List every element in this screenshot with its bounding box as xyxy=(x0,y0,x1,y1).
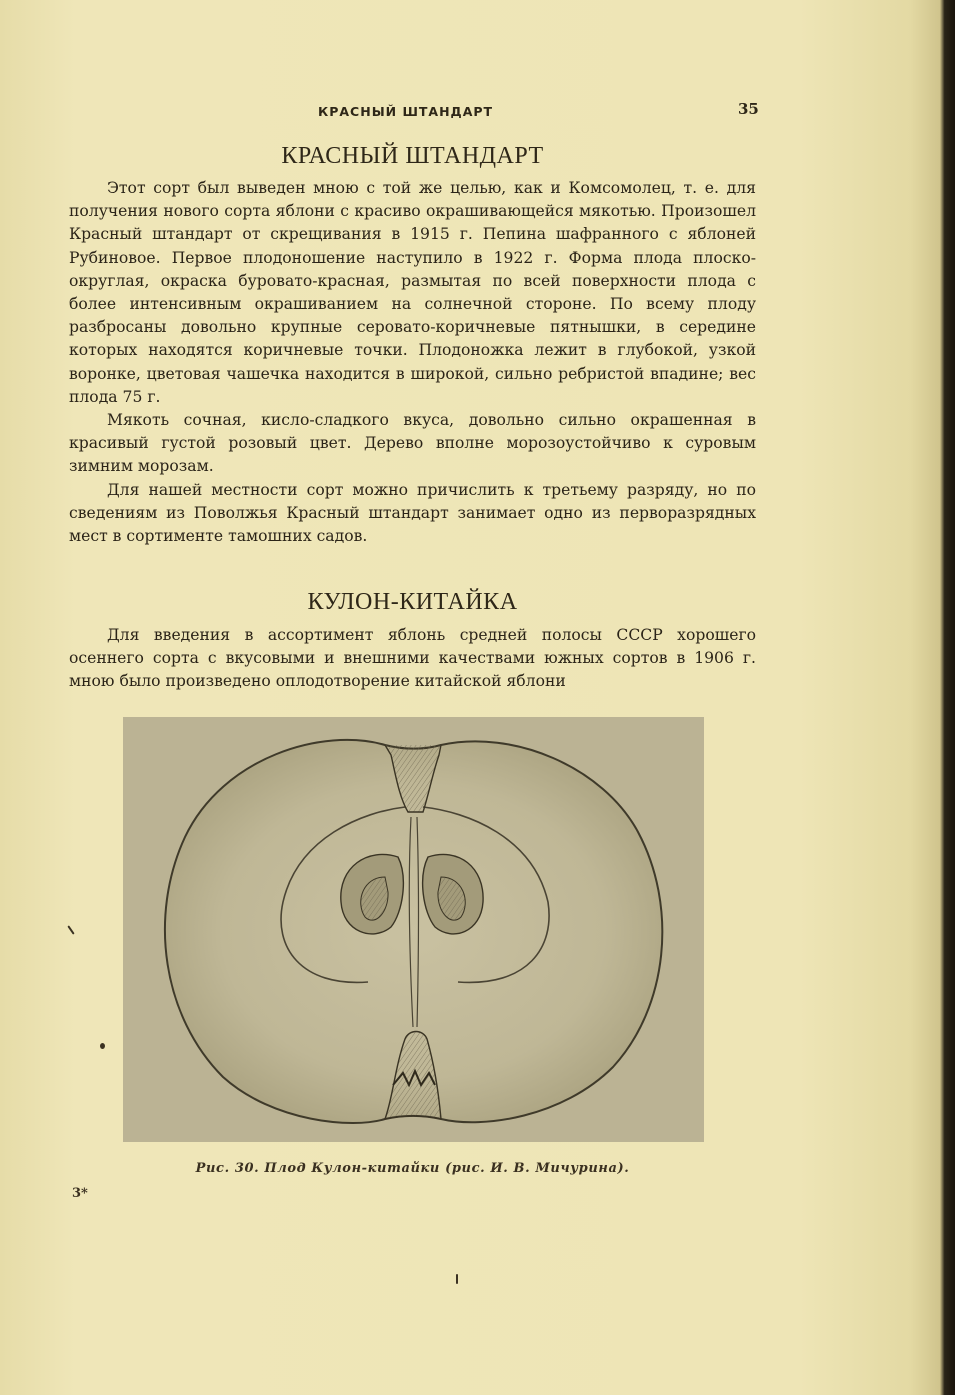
paragraph: Для введения в ассортимент яблонь средней полосы СССР хорошего осеннего сорта с вкусовыми и внешними качествами южных сортов в 1906 г. мною было произведено оплодотворение китайской яблони xyxy=(69,626,756,691)
running-head: КРАСНЫЙ ШТАНДАРТ xyxy=(318,104,494,119)
print-speck xyxy=(100,1043,105,1049)
figure-caption: Рис. 30. Плод Кулон-китайки (рис. И. В. Мичурина). xyxy=(195,1161,630,1176)
print-speck xyxy=(456,1274,458,1284)
apple-cross-section-drawing xyxy=(123,717,704,1142)
page-fold-shadow xyxy=(910,0,940,1395)
page-number: 35 xyxy=(738,100,759,118)
signature-mark: 3* xyxy=(72,1186,88,1201)
section-body-kulon-kitaika xyxy=(69,624,756,694)
apple-cross-section-figure xyxy=(123,717,704,1142)
section-title-krasny-shtandart: КРАСНЫЙ ШТАНДАРТ xyxy=(281,143,544,169)
book-spine xyxy=(940,0,955,1395)
paragraph: Для нашей местности сорт можно причислить к третьему разряду, но по сведениям из Поволжья Красный штандарт занимает одно из перворазрядных мест в сортименте тамошних садов. xyxy=(69,480,756,546)
paragraph: Мякоть сочная, кисло-сладкого вкуса, довольно сильно окрашенная в красивый густой розовый цвет. Дерево вполне морозоустойчиво к суровым зимним морозам. xyxy=(69,411,756,476)
paragraph: Этот сорт был выведен мною с той же целью, как и Комсомолец, т. е. для получения нового сорта яблони с красиво окрашивающейся мякотью. Произошел Красный штандарт от скрещивания в 1915 г. Пепина шафранного с яблоней Рубиновое. Первое плодоношение наступило в 1922 г. Форма плода плоско-округлая, окраска буровато-красная, размытая по всей поверхности плода с более интенсивным окрашиванием на солнечной стороне. По всему плоду разбросаны довольно крупные серовато-коричневые пятнышки, в середине которых находятся коричневые точки. Плодоножка лежит в глубокой, узкой воронке, цветовая чашечка находится в широкой, сильно ребристой впадине; вес плода 75 г. xyxy=(69,179,756,406)
section-body-krasny-shtandart xyxy=(69,177,756,548)
section-title-kulon-kitaika: КУЛОН-КИТАЙКА xyxy=(307,589,518,615)
